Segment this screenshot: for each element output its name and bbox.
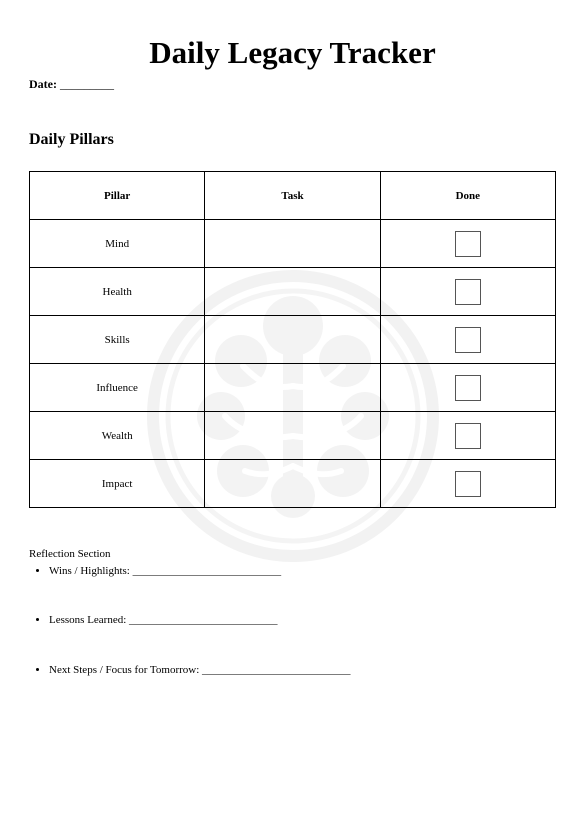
reflection-item-blank[interactable]: ___________________________ xyxy=(129,614,278,626)
date-row xyxy=(29,77,114,92)
pillar-cell: Skills xyxy=(30,316,205,364)
task-cell[interactable] xyxy=(205,268,380,316)
done-checkbox[interactable] xyxy=(455,279,481,305)
done-cell xyxy=(380,316,555,364)
task-cell[interactable] xyxy=(205,316,380,364)
table-row xyxy=(30,460,556,508)
table-row xyxy=(30,220,556,268)
daily-pillars-heading: Daily Pillars xyxy=(29,131,114,148)
page-title: Daily Legacy Tracker xyxy=(149,35,436,70)
pillar-cell: Influence xyxy=(30,364,205,412)
table-row xyxy=(30,316,556,364)
done-cell xyxy=(380,460,555,508)
done-checkbox[interactable] xyxy=(455,375,481,401)
pillar-cell: Mind xyxy=(30,220,205,268)
pillars-table xyxy=(29,171,556,508)
done-checkbox[interactable] xyxy=(455,471,481,497)
list-item xyxy=(49,663,351,677)
table-row xyxy=(30,268,556,316)
done-checkbox[interactable] xyxy=(455,423,481,449)
pillar-cell: Impact xyxy=(30,460,205,508)
task-cell[interactable] xyxy=(205,364,380,412)
reflection-section xyxy=(29,547,351,677)
done-cell xyxy=(380,220,555,268)
column-header-pillar: Pillar xyxy=(30,172,205,220)
reflection-item-blank[interactable]: ___________________________ xyxy=(132,565,282,577)
reflection-item-label: Next Steps / Focus for Tomorrow: xyxy=(49,664,200,676)
reflection-title: Reflection Section xyxy=(29,548,111,560)
column-header-done: Done xyxy=(380,172,555,220)
done-cell xyxy=(380,268,555,316)
task-cell[interactable] xyxy=(205,412,380,460)
reflection-list xyxy=(29,564,351,677)
table-row xyxy=(30,364,556,412)
done-cell xyxy=(380,364,555,412)
reflection-item-label: Lessons Learned: xyxy=(49,614,127,626)
pillar-cell: Health xyxy=(30,268,205,316)
task-cell[interactable] xyxy=(205,220,380,268)
done-checkbox[interactable] xyxy=(455,231,481,257)
date-label: Date: xyxy=(29,77,57,91)
column-header-task: Task xyxy=(205,172,380,220)
table-row xyxy=(30,412,556,460)
date-blank[interactable]: _________ xyxy=(59,77,114,91)
list-item xyxy=(49,613,351,627)
table-header-row xyxy=(30,172,556,220)
reflection-item-blank[interactable]: ___________________________ xyxy=(202,664,351,676)
list-item xyxy=(49,564,351,578)
done-checkbox[interactable] xyxy=(455,327,481,353)
task-cell[interactable] xyxy=(205,460,380,508)
reflection-item-label: Wins / Highlights: xyxy=(49,565,130,577)
pillar-cell: Wealth xyxy=(30,412,205,460)
done-cell xyxy=(380,412,555,460)
